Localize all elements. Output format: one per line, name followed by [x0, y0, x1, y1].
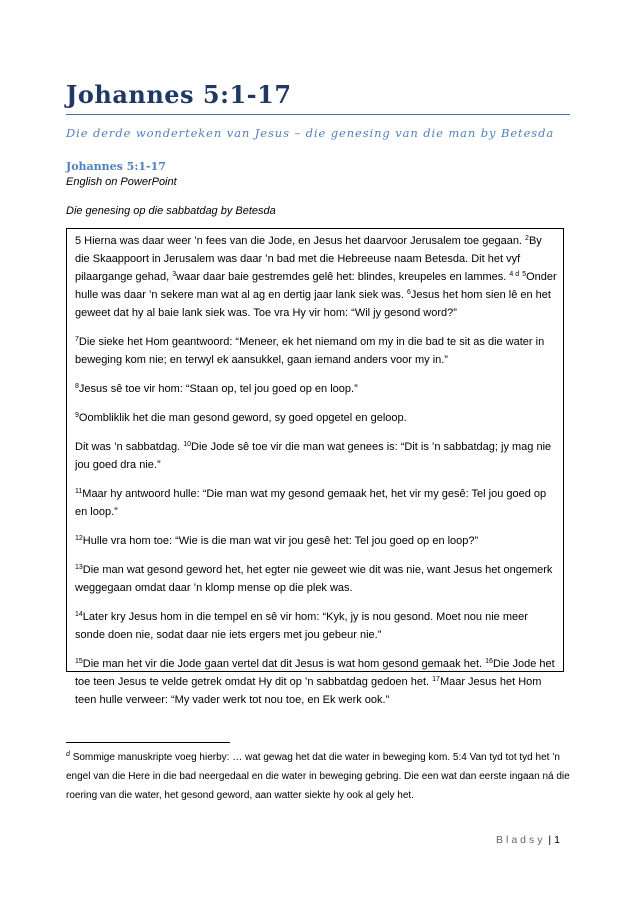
verse-text: Maar Jesus het Hom teen hulle verweer: “My vader werk tot nou toe, en Ek werk ook.”	[75, 676, 542, 706]
verse-number-footnote-ref: 4 d	[509, 271, 520, 278]
passage-paragraph	[75, 232, 557, 322]
verse-text: Dit was ’n sabbatdag.	[75, 441, 184, 453]
scripture-reference: Johannes 5:1-17	[66, 160, 166, 173]
verse-text: Hulle vra hom toe: “Wie is die man wat vir jou gesê het: Tel jou goed op en loop?”	[82, 535, 479, 547]
verse-number: 3	[172, 271, 177, 278]
verse-number: 15	[75, 658, 83, 665]
passage-paragraph	[75, 333, 557, 369]
verse-number: 10	[183, 441, 192, 448]
page-label: Bladsy	[495, 834, 546, 846]
verse-number: 12	[75, 535, 83, 542]
passage-paragraph	[75, 438, 557, 474]
page-number: 1	[554, 834, 560, 846]
verse-number: 14	[75, 611, 83, 618]
scripture-text-box	[66, 228, 564, 706]
verse-text: Oombliklik het die man gesond geword, sy goed opgetel en geloop.	[78, 412, 407, 424]
verse-text: Jesus het hom sien lê en het geweet dat hy al baie lank siek was. Toe vra Hy vir hom: “Wil jy gesond word?”	[75, 289, 551, 319]
passage-paragraph	[75, 380, 557, 398]
passage-paragraph	[75, 655, 557, 709]
passage-paragraph	[75, 608, 557, 644]
verse-number: 7	[75, 336, 79, 343]
footnote-text: Sommige manuskripte voeg hierby: … wat gewag het dat die water in beweging kom. 5:4 Van tyd tot tyd het ’n engel van die Here in die bad neergedaal en die water in beweging gebring. Die een wat dan eerste ingaan ná die roering van die water, het gesond geword, aan watter siekte hy ook al gely het.	[66, 752, 570, 801]
verse-text: 5 Hierna was daar weer ’n fees van die Jode, en Jesus het daarvoor Jerusalem toe gegaan.	[75, 235, 526, 247]
verse-number: 2	[525, 235, 529, 242]
verse-text: Maar hy antwoord hulle: “Die man wat my gesond gemaak het, het vir my gesê: Tel jou goed op en loop.”	[75, 488, 547, 518]
passage-paragraph	[75, 485, 557, 521]
verse-text: Die man wat gesond geword het, het egter nie geweet wie dit was nie, want Jesus het ongemerk weggegaan omdat daar ’n klomp mense op die plek was.	[75, 564, 553, 594]
verse-text: Onder hulle was daar ’n sekere man wat al ag en dertig jaar lank siek was.	[75, 271, 557, 301]
passage-paragraph	[75, 561, 557, 597]
section-heading: Die genesing op die sabbatdag by Betesda	[66, 205, 276, 217]
verse-text: By die Skaappoort in Jerusalem was daar ’n bad met die Hebreeuse naam Betesda. Dit het vyf pilaargange gehad,	[75, 235, 542, 283]
page-subtitle: Die derde wonderteken van Jesus – die genesing van die man by Betesda	[66, 126, 555, 140]
reference-note: English on PowerPoint	[66, 176, 177, 188]
verse-number: 8	[75, 383, 79, 390]
verse-text: Jesus sê toe vir hom: “Staan op, tel jou goed op en loop.”	[78, 383, 358, 395]
verse-number: 5	[522, 271, 527, 278]
footnote	[66, 748, 574, 805]
verse-number: 9	[75, 412, 79, 419]
verse-text: waar daar baie gestremdes gelê het: blindes, kreupeles en lammes.	[176, 271, 510, 283]
verse-number: 17	[432, 676, 440, 683]
verse-number: 6	[407, 289, 411, 296]
footer-separator: |	[548, 834, 552, 846]
page-title: Johannes 5:1-17	[66, 80, 292, 109]
passage-paragraph	[75, 532, 557, 550]
verse-text: Die sieke het Hom geantwoord: “Meneer, ek het niemand om my in die bad te sit as die water in beweging kom nie; en terwyl ek aansukkel, gaan iemand anders voor my in.”	[75, 336, 545, 366]
verse-text: Die man het vir die Jode gaan vertel dat dit Jesus is wat hom gesond gemaak het.	[82, 658, 486, 670]
footnote-marker: d	[66, 751, 70, 758]
footnote-divider	[66, 742, 230, 743]
verse-number: 13	[75, 564, 83, 571]
verse-number: 16	[485, 658, 493, 665]
title-divider	[66, 114, 570, 115]
verse-text: Later kry Jesus hom in die tempel en sê vir hom: “Kyk, jy is nou gesond. Moet nou nie meer sonde doen nie, sodat daar nie iets ergers met jou gebeur nie.”	[75, 611, 528, 641]
verse-text: Die Jode het toe teen Jesus te velde getrek omdat Hy dit op ’n sabbatdag gedoen het.	[75, 658, 555, 688]
page-footer	[440, 834, 560, 846]
passage-paragraph	[75, 409, 557, 427]
verse-number: 11	[75, 488, 83, 495]
verse-text: Die Jode sê toe vir die man wat genees is: “Dit is ’n sabbatdag; jy mag nie jou goed dra nie.”	[75, 441, 552, 471]
